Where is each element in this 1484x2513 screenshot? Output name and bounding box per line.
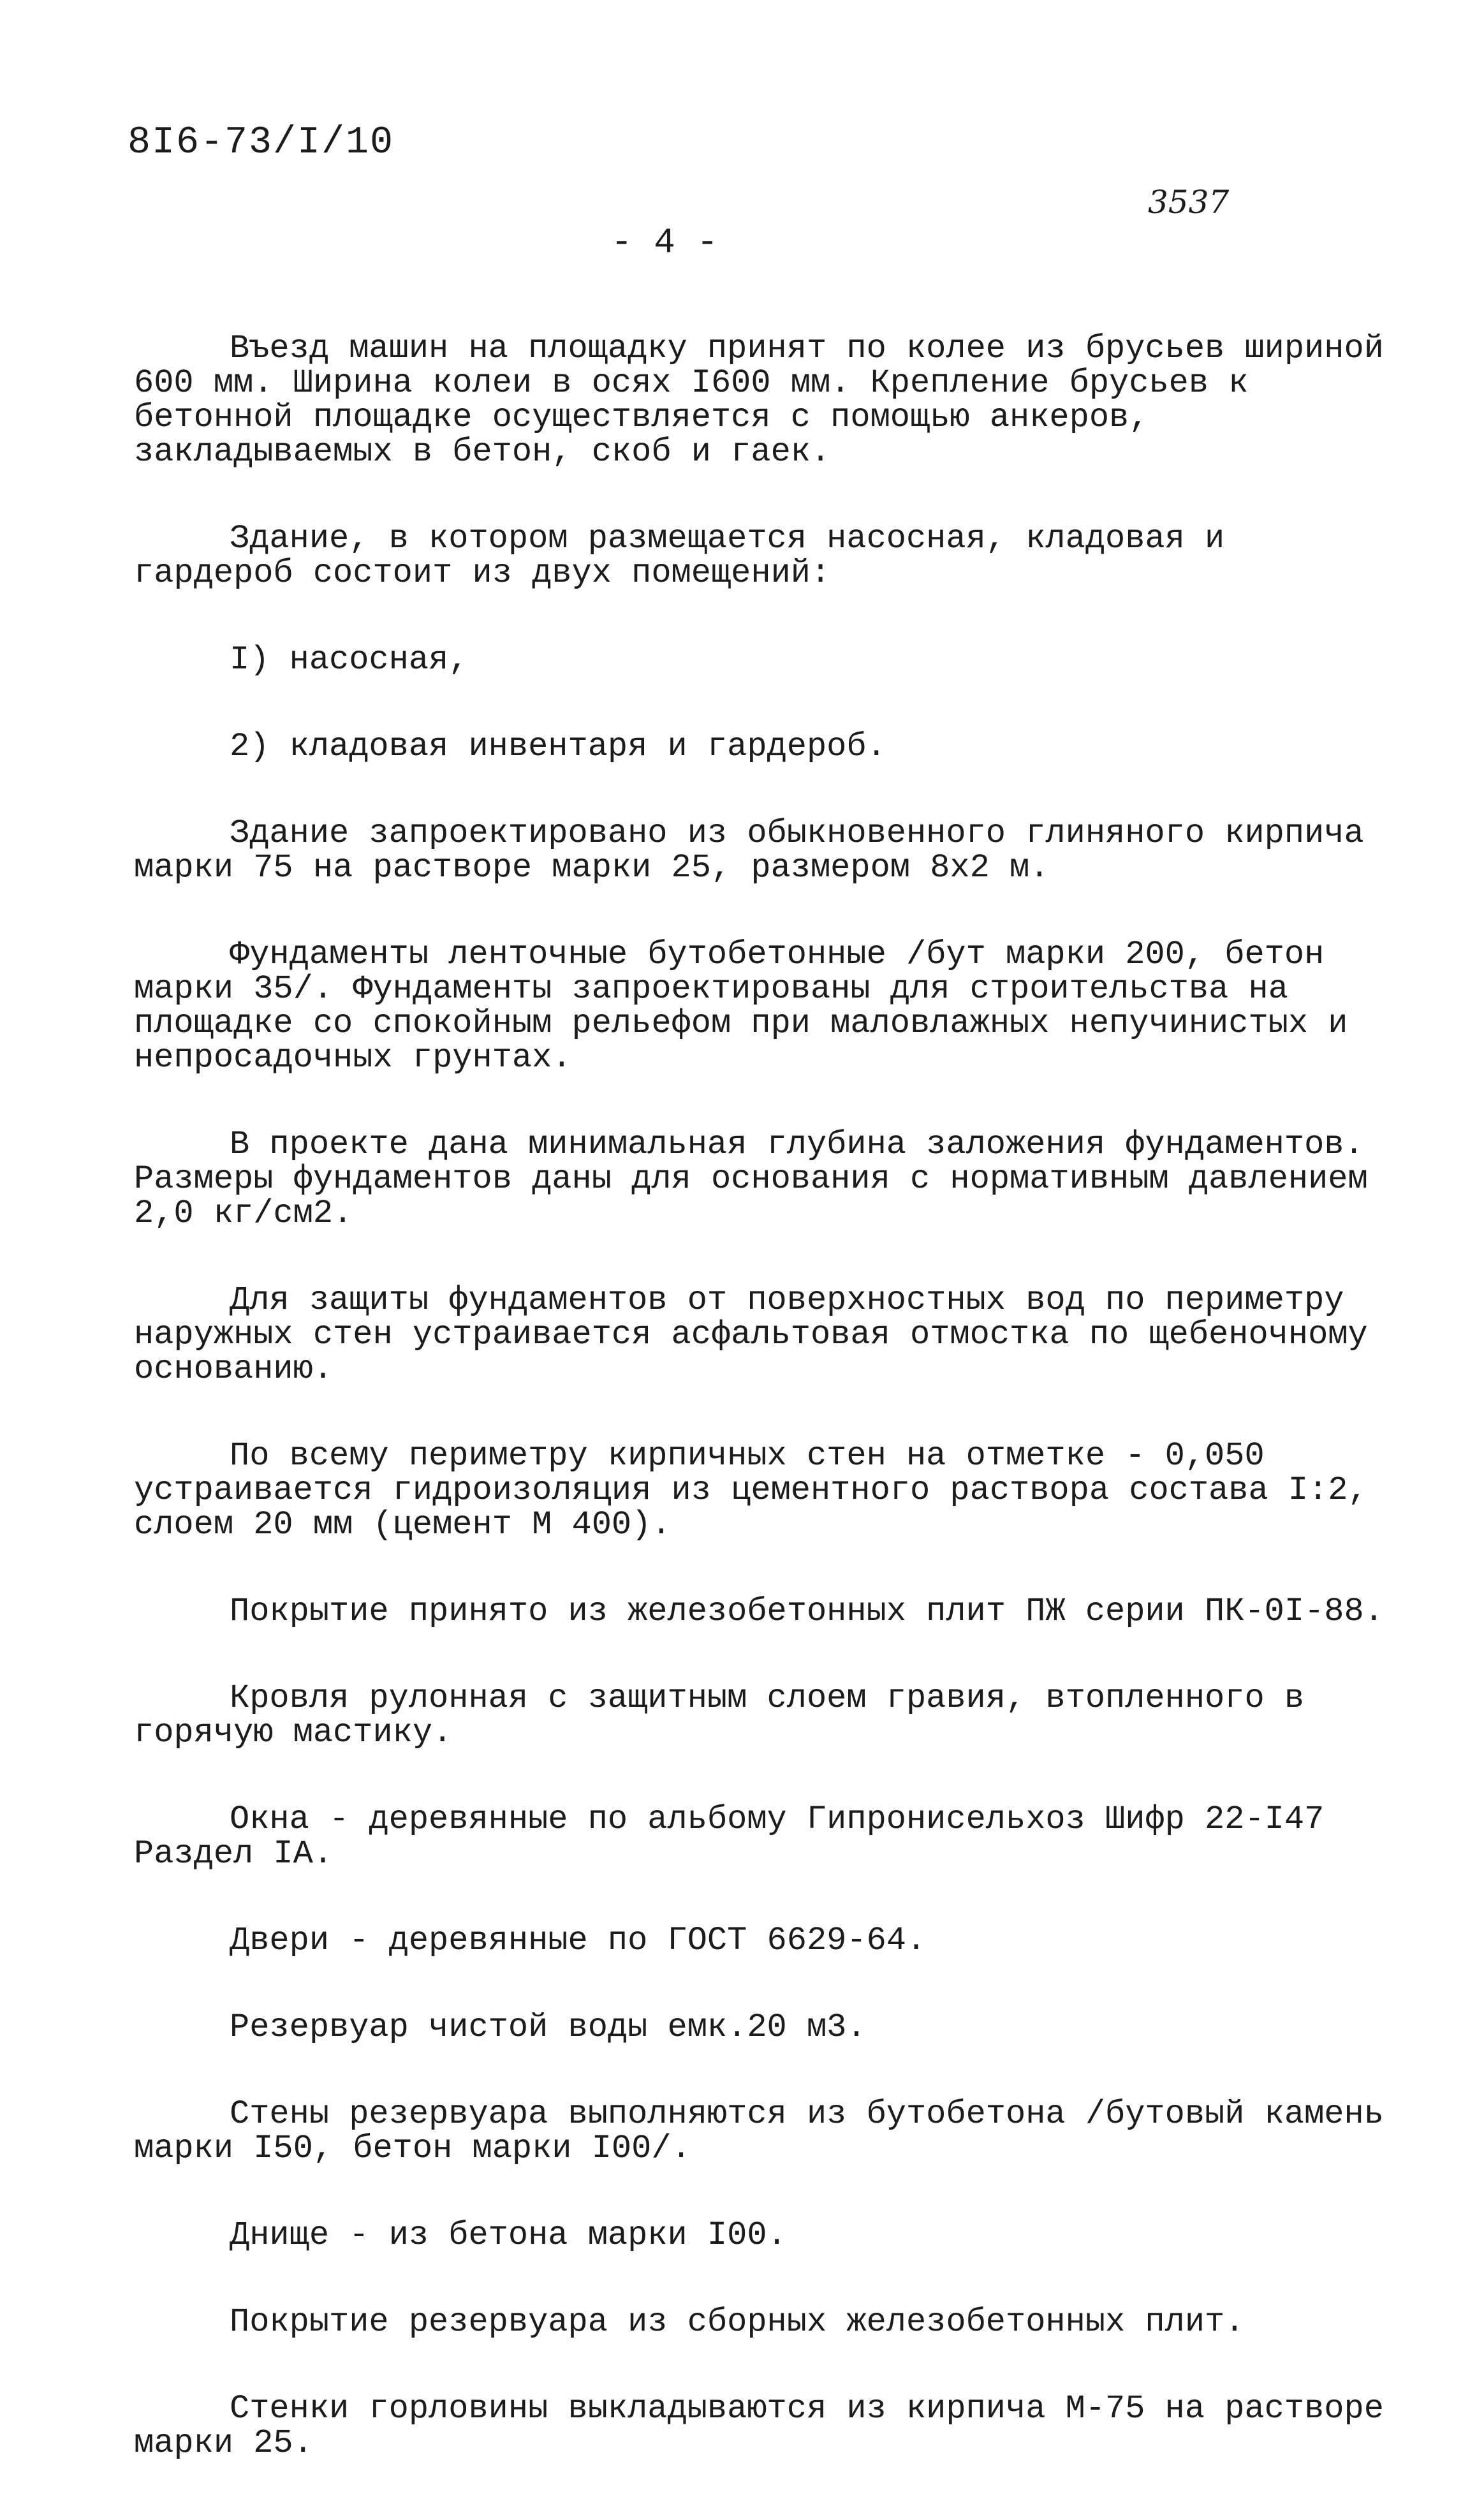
paragraph-reservoir-walls: Стены резервуара выполняются из бутобетона /бутовый камень марки I50, бетон марки I00/. bbox=[134, 2095, 1404, 2167]
paragraph-windows: Окна - деревянные по альбому Гипронисельхоз Шифр 22-I47 Раздел IА. bbox=[134, 1801, 1344, 1873]
list-item-storeroom: 2) кладовая инвентаря и гардероб. bbox=[230, 728, 886, 765]
paragraph-waterproofing: По всему периметру кирпичных стен на отметке - 0,050 устраивается гидроизоляция из цементного раствора состава I:2, слоем 20 мм (цемент М 400). bbox=[134, 1437, 1388, 1544]
paragraph-drainage: Для защиты фундаментов от поверхностных вод по периметру наружных стен устраивается асфальтовая отмостка по щебеночному основанию. bbox=[134, 1281, 1388, 1388]
paragraph-neck-walls: Стенки горловины выкладываются из кирпича М-75 на растворе марки 25. bbox=[134, 2390, 1404, 2462]
paragraph-reservoir-bottom: Днище - из бетона марки I00. bbox=[230, 2216, 787, 2254]
paragraph-roofing: Кровля рулонная с защитным слоем гравия, втопленного в горячую мастику. bbox=[134, 1679, 1325, 1751]
paragraph-brick: Здание запроектировано из обыкновенного глиняного кирпича марки 75 на растворе марки 25, размером 8х2 м. bbox=[134, 814, 1384, 887]
paragraph-reservoir-cover: Покрытие резервуара из сборных железобетонных плит. bbox=[230, 2303, 1245, 2341]
paragraph-foundation-depth: В проекте дана минимальная глубина заложения фундаментов. Размеры фундаментов даны для основания с нормативным давлением 2,0 кг/см2. bbox=[134, 1126, 1388, 1232]
paragraph-vehicle-entry: Въезд машин на площадку принят по колее из брусьев шириной 600 мм. Ширина колеи в осях I600 мм. Крепление брусьев к бетонной площадке осуществляется с помощью анкеров, закладываемых в бетон, скоб и гаек. bbox=[134, 330, 1404, 471]
document-body bbox=[134, 332, 1403, 2513]
paragraph-doors: Двери - деревянные по ГОСТ 6629-64. bbox=[230, 1922, 927, 1959]
list-item-pump-room: I) насосная, bbox=[230, 641, 469, 679]
document-code: 8I6-73/I/10 bbox=[128, 121, 395, 165]
handwritten-archive-number: 3537 bbox=[1148, 184, 1230, 221]
paragraph-reservoir: Резервуар чистой воды емк.20 м3. bbox=[230, 2008, 867, 2046]
page-number: - 4 - bbox=[611, 222, 719, 263]
paragraph-building-rooms: Здание, в котором размещается насосная, кладовая и гардероб состоит из двух помещений: bbox=[134, 520, 1245, 592]
paragraph-slab-cover: Покрытие принято из железобетонных плит ПЖ серии ПК-0I-88. bbox=[230, 1593, 1384, 1630]
paragraph-foundations: Фундаменты ленточные бутобетонные /бут марки 200, бетон марки 35/. Фундаменты запроектированы для строительства на площадке со спокойным рельефом при маловлажных непучинистых и непросадочных грунтах. bbox=[134, 936, 1368, 1077]
